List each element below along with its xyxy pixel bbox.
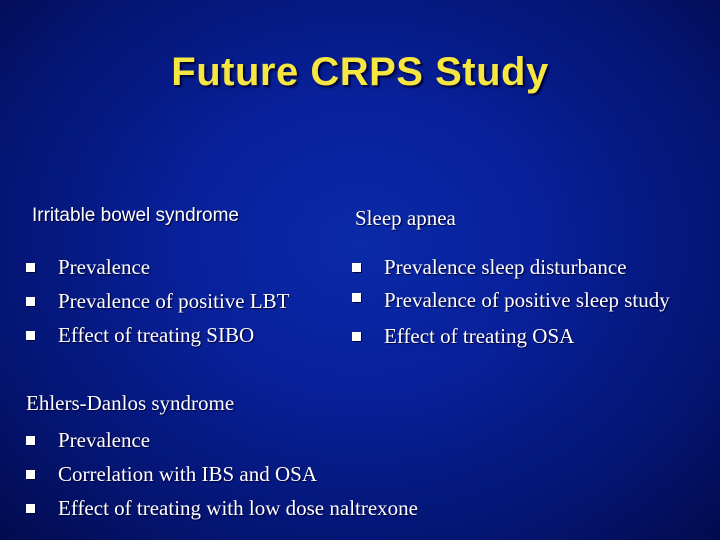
square-bullet-icon: [26, 470, 35, 479]
list-item-label: Correlation with IBS and OSA: [58, 462, 317, 486]
list-item: [26, 284, 346, 318]
list-item-label: Effect of treating SIBO: [58, 323, 255, 347]
list-item-label: Effect of treating with low dose naltrexone: [58, 496, 418, 520]
sleep-apnea-heading: Sleep apnea: [355, 206, 456, 230]
list-item: [26, 250, 346, 284]
list-item-label: Prevalence of positive LBT: [58, 289, 290, 313]
ehlers-danlos-list: [26, 423, 696, 525]
list-item: [26, 423, 696, 457]
list-item-label: Prevalence sleep disturbance: [384, 255, 627, 279]
ibs-heading: Irritable bowel syndrome: [32, 205, 239, 226]
list-item-label: Effect of treating OSA: [384, 324, 575, 348]
ehlers-danlos-heading: Ehlers-Danlos syndrome: [26, 391, 235, 415]
slide-title: Future CRPS Study: [171, 50, 549, 94]
square-bullet-icon: [352, 293, 361, 302]
list-item: [26, 491, 696, 525]
list-item: [352, 284, 697, 319]
list-item-label: Prevalence: [58, 255, 151, 279]
square-bullet-icon: [26, 297, 35, 306]
square-bullet-icon: [26, 263, 35, 272]
list-item: [352, 250, 697, 284]
list-item: [26, 457, 696, 491]
sleep-apnea-list: [352, 250, 697, 353]
list-item: [26, 318, 346, 352]
ibs-list: [26, 250, 346, 352]
square-bullet-icon: [352, 332, 361, 341]
list-item-label: Prevalence of positive sleep study: [384, 288, 670, 312]
list-item-label: Prevalence: [58, 428, 151, 452]
square-bullet-icon: [26, 436, 35, 445]
square-bullet-icon: [352, 263, 361, 272]
list-item: [352, 319, 697, 353]
square-bullet-icon: [26, 331, 35, 340]
square-bullet-icon: [26, 504, 35, 513]
